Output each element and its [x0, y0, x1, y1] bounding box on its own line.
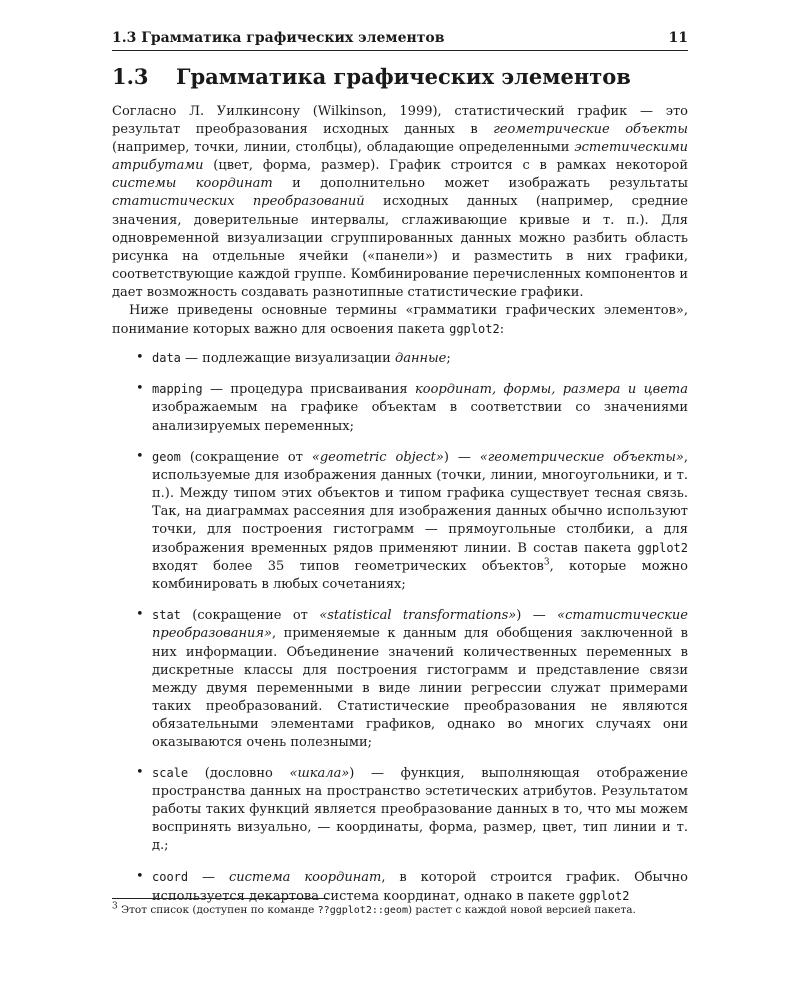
section-number: 1.3	[112, 64, 149, 89]
bullet-icon: •	[136, 448, 144, 464]
bullet-icon: •	[136, 868, 144, 884]
term-geom: • geom (сокращение от «geometric object») — «геометрические объекты», используемые для изображения данных (точки, линии, многоугольники, и т. п.). Между типом этих объектов и типом графика существует тесная связь. Так, на диаграммах рассеяния для изображения данных обычно используют точки, для построения гистограмм — прямоугольные столбики, а для изображения временных рядов применяют линии. В состав пакета ggplot2 входят более 35 типов геометрических объектов$^3$, которые можно комбинировать в любых сочетаниях;	[136, 448, 689, 593]
term-code: stat	[152, 608, 181, 623]
bullet-icon: •	[136, 350, 144, 366]
header-rule	[112, 50, 688, 51]
section-heading	[112, 62, 688, 92]
term-stat: • stat (сокращение от «statistical transformations») — «статистические преобразования», применяемые к данным для обобщения заключенной в них информации. Объединение значений количественных переменных в дискретные классы для построения гистограмм и представление связи между двумя переменными в виде линии регрессии служат примерами таких преобразований. Статистические преобразования не являются обязательными элементами графиков, однако во многих случаях они оказываются очень полезными;	[136, 607, 688, 750]
term-code: coord	[152, 869, 189, 884]
term-code: mapping	[152, 382, 203, 397]
term-mapping: • mapping — процедура присваивания координат, формы, размера и цвета изображаемым на графике объектам в соответствии со значениями анализируемых переменных;	[136, 381, 688, 434]
term-code: data	[152, 351, 181, 366]
lead-in-paragraph: Ниже приведены основные термины «грамматики графических элементов», понимание которых важно для освоения пакета ggplot2:	[112, 303, 688, 338]
body-text	[112, 103, 688, 918]
code-ggplot2: ggplot2	[637, 541, 688, 556]
bullet-icon: •	[136, 765, 144, 781]
code-ggplot2: ggplot2	[578, 888, 630, 903]
footnote: $^3$ Этот список (доступен по команде ??ggplot2::geom) растет с каждой новой версией пакета.	[112, 901, 636, 916]
bullet-icon: •	[136, 607, 144, 623]
term-coord: • coord — система координат, в которой строится график. Обычно используется декартова система координат, однако в пакете ggplot2	[136, 868, 688, 904]
term-scale: • scale (дословно «шкала») — функция, выполняющая отображение пространства данных на пространство эстетических атрибутов. Результатом работы таких функций является преобразование данных в то, что мы можем воспринять визуально, — координаты, форма, размер, цвет, тип линии и т. д.;	[136, 765, 688, 854]
bullet-icon: •	[136, 381, 144, 397]
term-code: scale	[152, 766, 189, 781]
intro-paragraph: Согласно Л. Уилкинсону (Wilkinson, 1999), статистический график — это результат преобразования исходных данных в геометрические объекты (например, точки, линии, столбцы), обладающие определенными эстетическими атрибутами (цвет, форма, размер). График строится с в рамках некоторой системы координат и дополнительно может изображать результаты статистических преобразований исходных данных (например, средние значения, доверительные интервалы, сглаживающие кривые и т. п.). Для одновременной визуализации сгруппированных данных можно разбить область рисунка на отдельные ячейки («панели») и разместить в них графики, соответствующие каждой группе. Комбинирование перечисленных компонентов и дает возможность создавать разнотипные статистические графики.	[112, 104, 688, 300]
term-code: geom	[152, 449, 181, 464]
page-number: 11	[668, 30, 688, 46]
term-data: • data — подлежащие визуализации данные;	[136, 350, 451, 367]
section-title: Грамматика графических элементов	[176, 64, 631, 89]
footnote-marker: 3	[543, 557, 550, 568]
footnote-number: 3	[112, 901, 118, 912]
running-head	[112, 28, 688, 48]
footnote-rule	[112, 898, 328, 899]
running-title: 1.3 Грамматика графических элементов	[112, 30, 445, 46]
terms-list	[112, 349, 688, 906]
code-ggplot2: ggplot2	[449, 322, 500, 337]
footnote-code: ??ggplot2::geom	[317, 905, 408, 916]
